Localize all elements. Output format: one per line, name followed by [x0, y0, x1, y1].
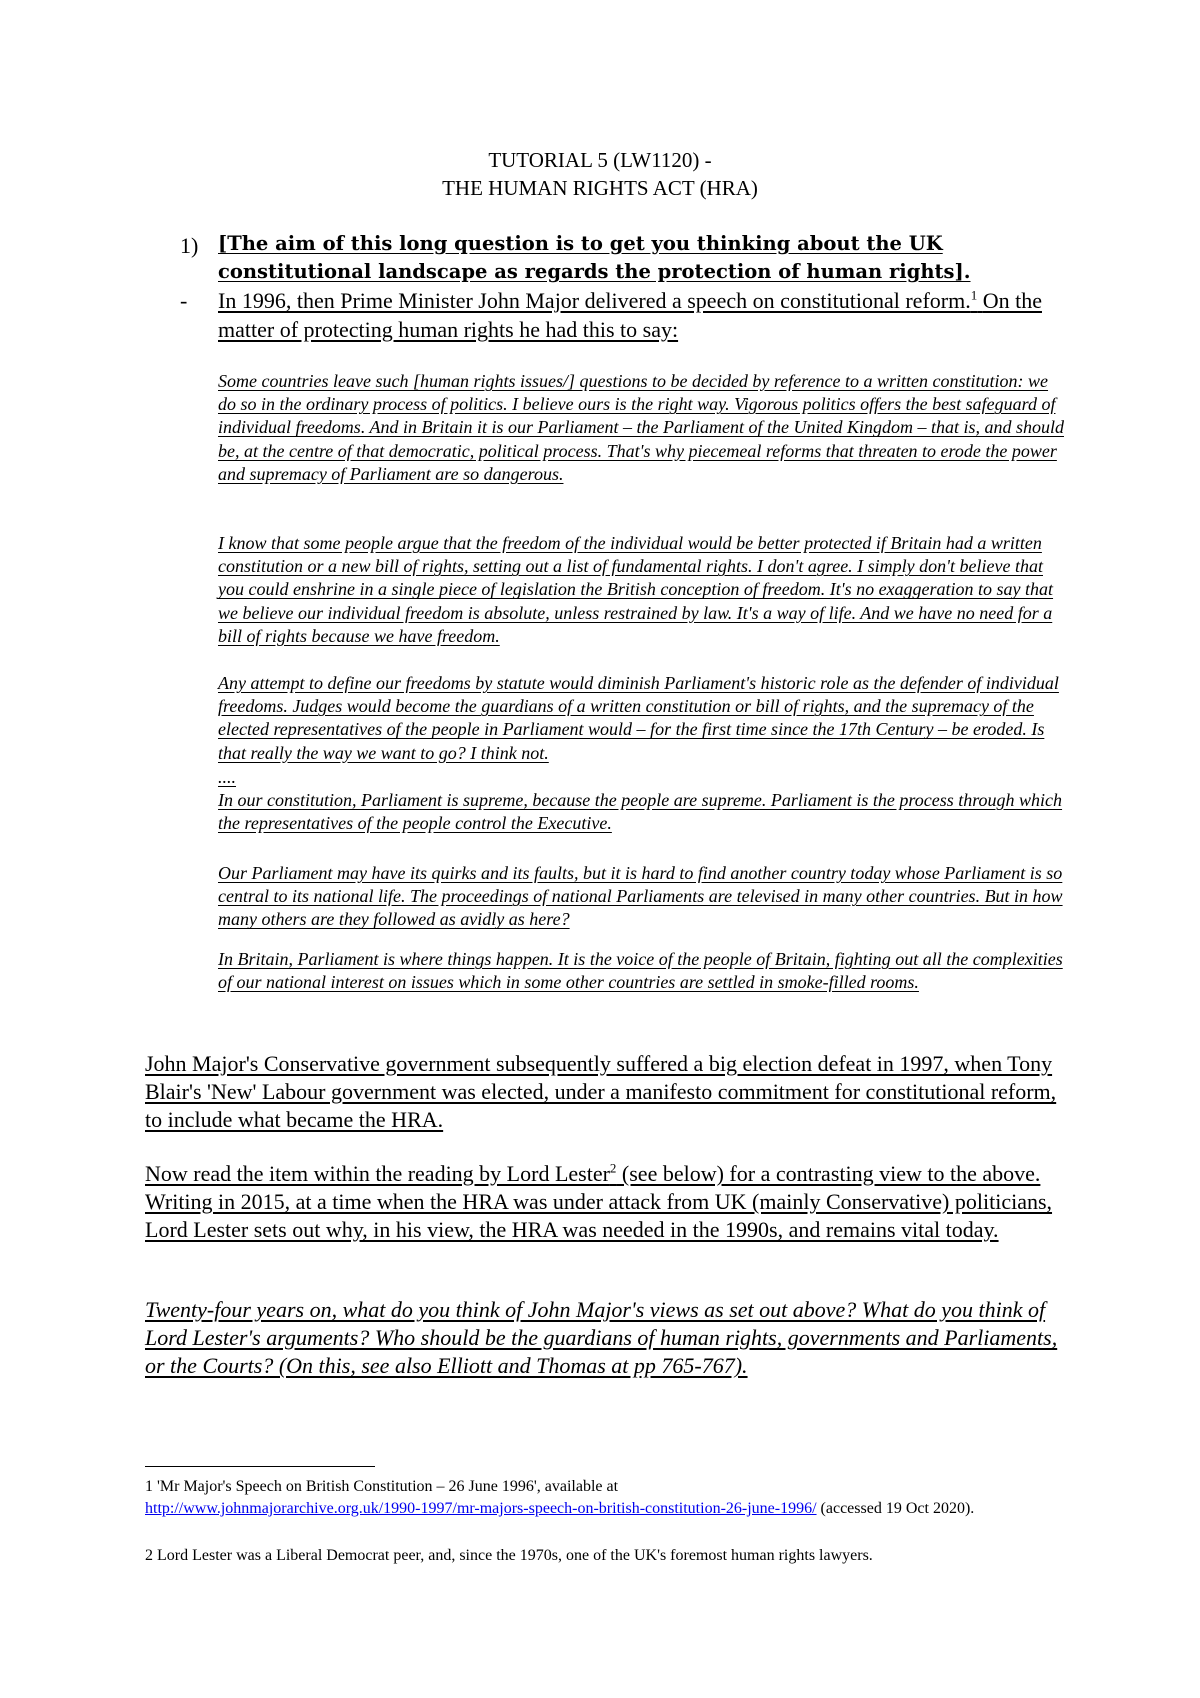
body-paragraph-2-end: (see below) for a contrasting view to the above. Writing in 2015, at a time when the HRA was under attack from UK (mainly Conservative) politicians, Lord Lester sets out why, in his view, the HRA was needed in the 1990s, and remains vital today.: [145, 1161, 1053, 1242]
quote-paragraph-6: In Britain, Parliament is where things happen. It is the voice of the people of Britain, fighting out all the complexities of our national interest on issues which in some other countries are settled in smoke-filled rooms.: [218, 949, 1063, 993]
footnote-1: [145, 1476, 1075, 1520]
footnote-1-accessed: (accessed 19 Oct 2020).: [816, 1500, 975, 1517]
footnote-1-link[interactable]: http://www.johnmajorarchive.org.uk/1990-1997/mr-majors-speech-on-british-constitution-26-june-1996/: [145, 1500, 817, 1517]
footnote-2: [145, 1545, 1075, 1567]
quote-paragraph-2: I know that some people argue that the freedom of the individual would be better protected if Britain had a written constitution or a new bill of rights, setting out a list of fundamental rights. I don't agree. I simply don't believe that you could enshrine in a single piece of legislation the British conception of freedom. It's no exaggeration to say that we believe our individual freedom is absolute, unless restrained by law. It's a way of life. And we have no need for a bill of rights because we have freedom.: [218, 533, 1054, 646]
footnote-1-number: 1: [145, 1478, 153, 1495]
footnote-ref-2[interactable]: 2: [609, 1160, 617, 1176]
quote-paragraph-3: Any attempt to define our freedoms by statute would diminish Parliament's historic role as the defender of individual freedoms. Judges would become the guardians of a written constitution or bill of rights, and the supremacy of the elected representatives of the people in Parliament would – for the first time since the 17th Century – be eroded. Is that really the way we want to go? I think not.: [218, 673, 1059, 763]
footnote-1-text: 'Mr Major's Speech on British Constitution – 26 June 1996', available at: [153, 1478, 619, 1495]
question-number: 1): [180, 233, 199, 258]
question-intro: [218, 286, 1068, 344]
body-paragraph-3: Twenty-four years on, what do you think of John Major's views as set out above? What do you think of Lord Lester's arguments? Who should be the guardians of human rights, governments and Parliaments, or the Courts? (On this, see also Elliott and Thomas at pp 765-767).: [145, 1297, 1058, 1378]
body-paragraph-1: John Major's Conservative government subsequently suffered a big election defeat in 1997, when Tony Blair's 'New' Labour government was elected, under a manifesto commitment for constitutional reform, to include what became the HRA.: [145, 1051, 1057, 1132]
question-aim: [The aim of this long question is to get you thinking about the UK constitutional landscape as regards the protection of human rights].: [218, 232, 971, 283]
tutorial-subtitle: THE HUMAN RIGHTS ACT (HRA): [442, 176, 758, 200]
footnote-ref-1[interactable]: 1: [970, 287, 978, 303]
quote-ellipsis: ....: [218, 767, 236, 787]
quote-paragraph-5: Our Parliament may have its quirks and its faults, but it is hard to find another country today whose Parliament is so central to its national life. The proceedings of national Parliaments are televised in many other countries. But in how many others are they followed as avidly as here?: [218, 863, 1063, 930]
intro-continuation: On the matter of protecting human rights he had this to say:: [218, 288, 1042, 342]
quote-paragraph-4: In our constitution, Parliament is supreme, because the people are supreme. Parliament is the process through which the representatives of the people control the Executive.: [218, 790, 1063, 834]
footnote-2-text: Lord Lester was a Liberal Democrat peer, and, since the 1970s, one of the UK's foremost human rights lawyers.: [153, 1547, 873, 1564]
tutorial-title: TUTORIAL 5 (LW1120) -: [488, 148, 712, 172]
quote-paragraph-1: Some countries leave such [human rights issues/] questions to be decided by reference to a written constitution: we do so in the ordinary process of politics. I believe ours is the right way. Vigorous politics offers the best safeguard of individual freedoms. And in Britain it is our Parliament – the Parliament of the United Kingdom – that is, and should be, at the centre of that democratic, political process. That's why piecemeal reforms that threaten to erode the power and supremacy of Parliament are so dangerous.: [218, 371, 1064, 484]
list-dash: -: [180, 288, 188, 313]
body-paragraph-2-start: Now read the item within the reading by Lord Lester: [145, 1161, 610, 1186]
footnote-2-number: 2: [145, 1547, 153, 1564]
footnote-divider: [145, 1466, 375, 1467]
body-paragraph-2: [145, 1160, 1075, 1244]
intro-text: In 1996, then Prime Minister John Major delivered a speech on constitutional reform.: [218, 288, 971, 313]
